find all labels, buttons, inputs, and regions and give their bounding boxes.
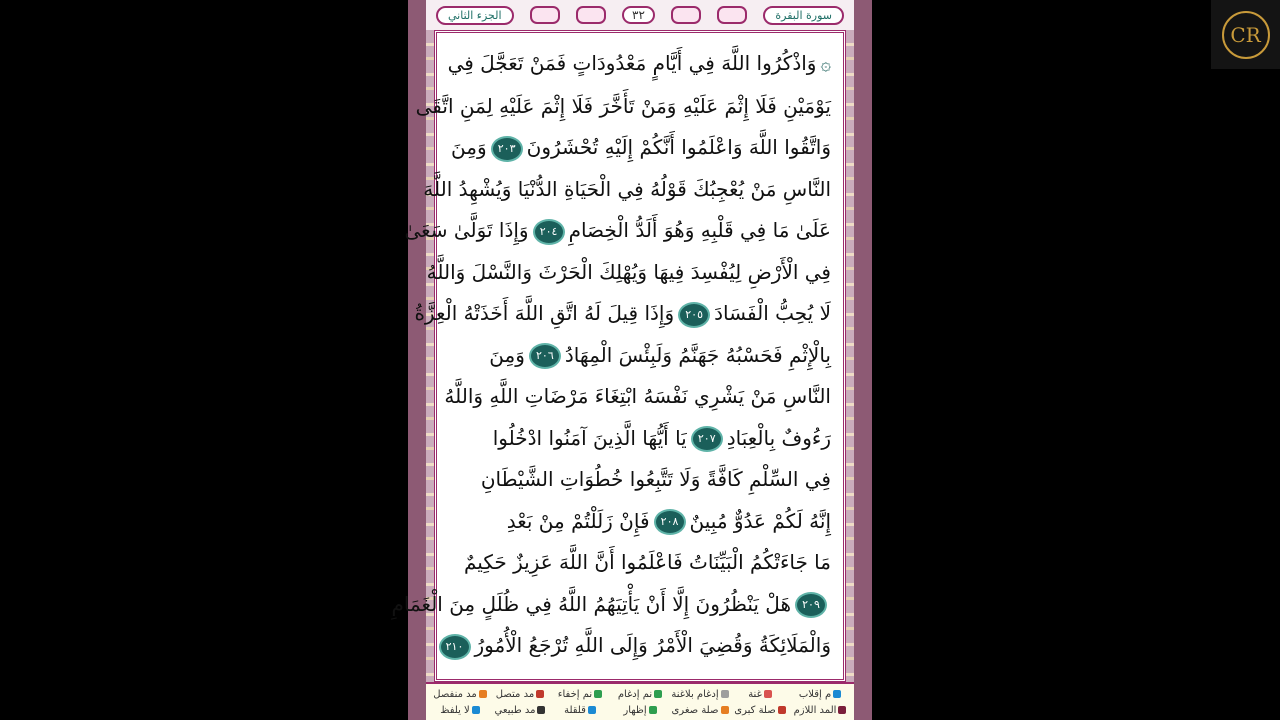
legend-item	[730, 705, 790, 716]
text-line: بِالْإِثْمِ فَحَسْبُهُ جَهَنَّمُ وَلَبِئْسَ الْمِهَادُ٢٠٦وَمِنَ	[449, 335, 831, 377]
legend-label: مد طبيعي	[494, 704, 536, 716]
ayah-marker: ٢٠٨	[654, 509, 686, 535]
ornament-icon	[576, 6, 606, 24]
legend-item	[610, 705, 670, 716]
color-swatch-icon	[833, 690, 841, 698]
legend-label: صلة كبرى	[734, 704, 776, 716]
text-line: يَوْمَيْنِ فَلَا إِثْمَ عَلَيْهِ وَمَنْ تَأَخَّرَ فَلَا إِثْمَ عَلَيْهِ لِمَنِ اتَّقَى	[415, 93, 831, 118]
text-line: وَالْمَلَائِكَةُ وَقُضِيَ الْأَمْرُ وَإِلَى اللَّهِ تُرْجَعُ الْأُمُورُ٢١٠	[449, 625, 831, 667]
legend-item	[730, 689, 790, 700]
ayah-marker: ٢٠٩	[795, 592, 827, 618]
legend-label: قلقلة	[564, 704, 586, 716]
legend-label: صلة صغرى	[671, 704, 719, 716]
legend-label: المد اللازم	[793, 704, 837, 716]
legend-item	[550, 705, 610, 716]
legend-label: لا يلفظ	[440, 704, 470, 716]
ayah-marker: ٢٠٤	[533, 219, 565, 245]
color-swatch-icon	[764, 690, 772, 698]
legend-label: م إقلاب	[798, 688, 832, 700]
color-swatch-icon	[479, 690, 487, 698]
legend-item	[610, 689, 670, 700]
legend-item	[430, 689, 490, 700]
legend-label: نم إدغام	[617, 688, 653, 700]
tajweed-legend	[426, 682, 854, 720]
channel-logo	[1211, 0, 1280, 69]
legend-label: غنة	[748, 688, 762, 700]
text-line: إِنَّهُ لَكُمْ عَدُوٌّ مُبِينٌ٢٠٨فَإِنْ زَلَلْتُمْ مِنْ بَعْدِ	[449, 501, 831, 543]
mushaf-page	[391, 0, 872, 720]
text-line: مَا جَاءَتْكُمُ الْبَيِّنَاتُ فَاعْلَمُوا أَنَّ اللَّهَ عَزِيزٌ حَكِيمٌ	[464, 550, 831, 574]
color-swatch-icon	[536, 690, 544, 698]
ornament-icon	[671, 6, 701, 24]
legend-label: إظهار	[623, 704, 647, 716]
legend-item	[790, 689, 850, 700]
ornament-icon	[717, 6, 747, 24]
color-swatch-icon	[721, 706, 729, 714]
legend-item	[670, 705, 730, 716]
ayah-marker: ٢١٠	[439, 634, 471, 660]
text-line: النَّاسِ مَنْ يَشْرِي نَفْسَهُ ابْتِغَاءَ مَرْضَاتِ اللَّهِ وَاللَّهُ	[444, 384, 831, 408]
color-swatch-icon	[654, 690, 662, 698]
legend-item	[490, 705, 550, 716]
text-line: فِي الْأَرْضِ لِيُفْسِدَ فِيهَا وَيُهْلِكَ الْحَرْثَ وَالنَّسْلَ وَاللَّهُ	[426, 259, 831, 284]
color-swatch-icon	[649, 706, 657, 714]
legend-label: مد متصل	[495, 688, 535, 700]
legend-item	[490, 689, 550, 700]
text-line: رَءُوفٌ بِالْعِبَادِ٢٠٧يَا أَيُّهَا الَّذِينَ آمَنُوا ادْخُلُوا	[449, 418, 831, 460]
color-swatch-icon	[838, 706, 846, 714]
text-line: فِي السِّلْمِ كَافَّةً وَلَا تَتَّبِعُوا خُطُوَاتِ الشَّيْطَانِ	[480, 467, 831, 491]
text-line: وَاتَّقُوا اللَّهَ وَاعْلَمُوا أَنَّكُمْ إِلَيْهِ تُحْشَرُونَ٢٠٣وَمِنَ	[449, 127, 831, 169]
ayah-marker: ٢٠٧	[691, 426, 723, 452]
quran-text-block	[391, 30, 846, 682]
ayah-marker: ٢٠٣	[491, 136, 523, 162]
legend-label: مد منفصل	[433, 688, 477, 700]
color-swatch-icon	[472, 706, 480, 714]
text-line: عَلَىٰ مَا فِي قَلْبِهِ وَهُوَ أَلَدُّ الْخِصَامِ٢٠٤وَإِذَا تَوَلَّىٰ سَعَىٰ	[449, 210, 831, 252]
text-line: ٢٠٩هَلْ يَنْظُرُونَ إِلَّا أَنْ يَأْتِيَهُمُ اللَّهُ فِي ظُلَلٍ مِنَ الْغَمَامِ	[449, 584, 831, 626]
hizb-star-icon: ۞	[820, 54, 831, 75]
legend-item	[670, 689, 730, 700]
juz-label: الجزء الثاني	[436, 6, 514, 25]
legend-label: إدغام بلاغنة	[671, 688, 719, 700]
text-line: ۞وَاذْكُرُوا اللَّهَ فِي أَيَّامٍ مَعْدُودَاتٍ فَمَنْ تَعَجَّلَ فِي	[449, 43, 831, 86]
ornament-icon	[530, 6, 560, 24]
ayah-marker: ٢٠٥	[678, 302, 710, 328]
color-swatch-icon	[537, 706, 545, 714]
text-line: النَّاسِ مَنْ يُعْجِبُكَ قَوْلُهُ فِي الْحَيَاةِ الدُّنْيَا وَيُشْهِدُ اللَّهَ	[423, 176, 831, 201]
legend-item	[550, 689, 610, 700]
page-number: ٣٢	[622, 6, 655, 24]
text-line: لَا يُحِبُّ الْفَسَادَ٢٠٥وَإِذَا قِيلَ لَهُ اتَّقِ اللَّهَ أَخَذَتْهُ الْعِزَّةُ	[449, 293, 831, 335]
surah-label: سورة البقرة	[763, 6, 844, 25]
logo-monogram: CR	[1222, 11, 1270, 59]
legend-item	[790, 705, 850, 716]
color-swatch-icon	[588, 706, 596, 714]
legend-item	[430, 705, 490, 716]
legend-label: نم إخفاء	[557, 688, 593, 700]
page-header	[426, 0, 854, 30]
color-swatch-icon	[721, 690, 729, 698]
ayah-marker: ٢٠٦	[529, 343, 561, 369]
color-swatch-icon	[778, 706, 786, 714]
color-swatch-icon	[594, 690, 602, 698]
